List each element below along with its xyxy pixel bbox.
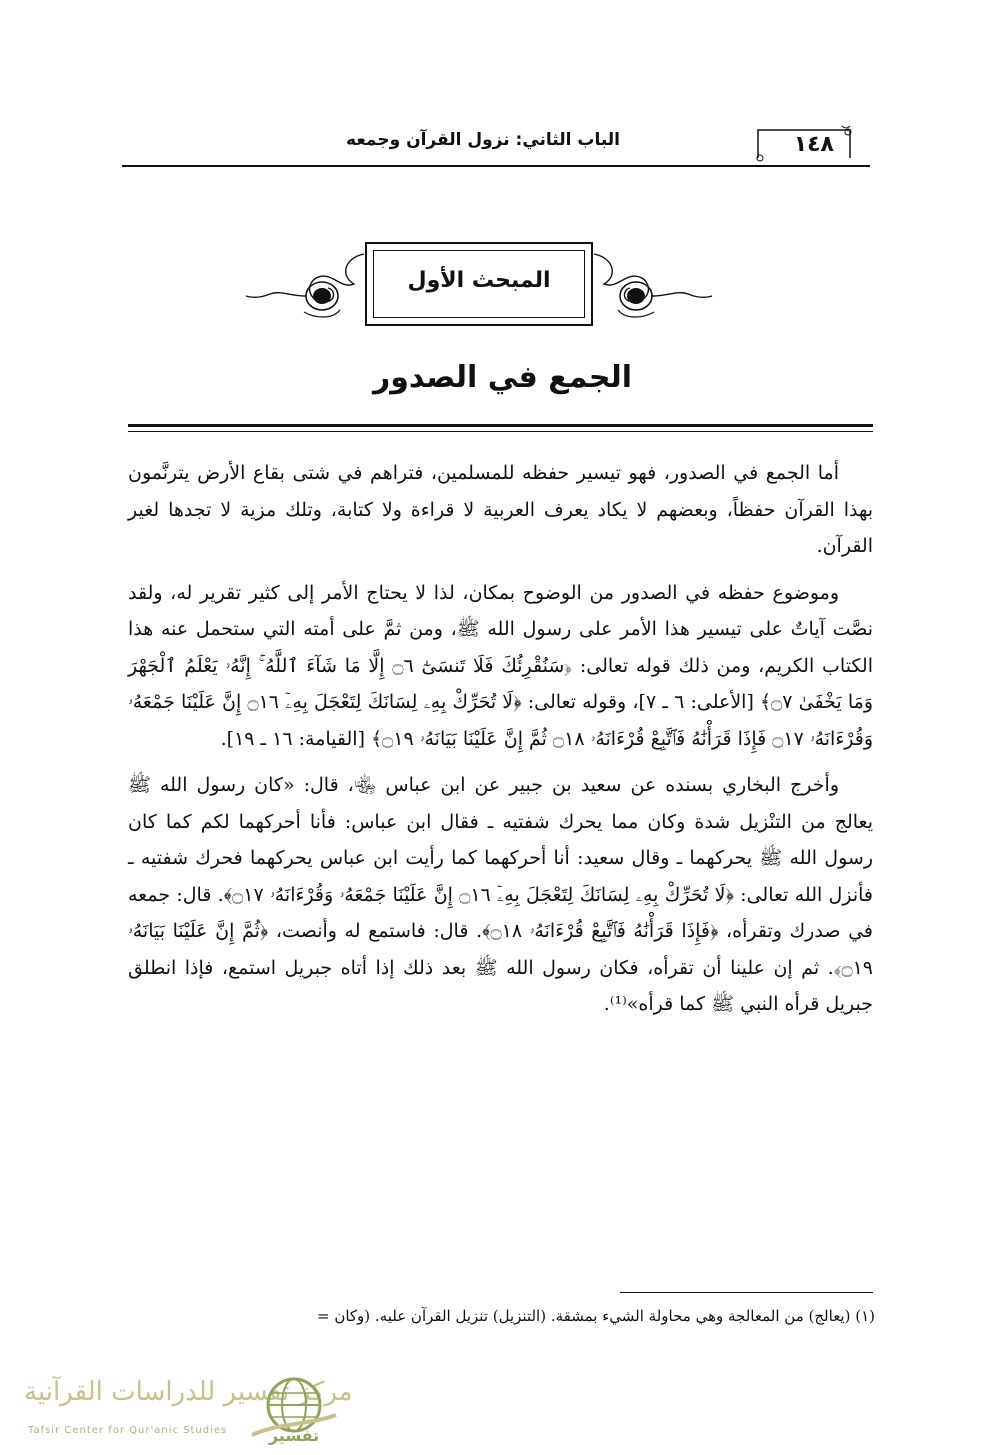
footnote-rule (620, 1292, 873, 1293)
footnote: (١) (يعالج) من المعالجة وهي محاولة الشيء بمشقة. (التنزيل) تنزيل القرآن عليه. (وكان = (316, 1307, 875, 1325)
logo-mark-text: تفسير (268, 1426, 320, 1445)
header-rule (122, 165, 870, 167)
paragraph: وأخرج البخاري بسنده عن سعيد بن جبير عن ابن عباس ﵄، قال: «كان رسول الله ﷺ يعالج من التنْزيل شدة وكان مما يحرك شفتيه ـ فقال ابن عباس: فأنا أحركهما لكم كما كان رسول الله ﷺ يحركهما ـ وقال سعيد: أنا أحركهما كما رأيت ابن عباس يحركهما فحرك شفتيه ـ فأنزل الله تعالى: ﴿لَا تُحَرِّكْ بِهِۦ لِسَانَكَ لِتَعْجَلَ بِهِۦٓ ۝١٦ إِنَّ عَلَيْنَا جَمْعَهُۥ وَقُرْءَانَهُۥ ۝١٧﴾. قال: جمعه في صدرك وتقرأه، ﴿فَإِذَا قَرَأْنَٰهُ فَٱتَّبِعْ قُرْءَانَهُۥ ۝١٨﴾. قال: فاستمع له وأنصت، ﴿ثُمَّ إِنَّ عَلَيْنَا بَيَانَهُۥ ۝١٩﴾. ثم إن علينا أن تقرأه، فكان رسول الله ﷺ بعد ذلك إذا أتاه جبريل استمع، فإذا انطلق جبريل قرأه النبي ﷺ كما قرأه»⁽¹⁾. (128, 774, 873, 1015)
publisher-logo (10, 1375, 353, 1450)
running-title: الباب الثاني: نزول القرآن وجمعه (346, 130, 620, 150)
left-flourish-icon (244, 250, 366, 322)
logo-english-text: Tafsir Center for Qur'anic Studies (28, 1425, 228, 1436)
title-rule (128, 424, 873, 427)
logo-arabic-text: مركز تفسير للدراسات القرآنية (24, 1377, 353, 1407)
paragraph: وموضوع حفظه في الصدور من الوضوح بمكان، لذا لا يحتاج الأمر إلى كثير تقرير له، ولقد نصَّت آياتٌ على تيسير هذا الأمر على رسول الله ﷺ، ومن ثمَّ على أمته التي ستحمل عنه هذا الكتاب الكريم، ومن ذلك قوله تعالى: ﴿سَنُقْرِئُكَ فَلَا تَنسَىٰٓ ۝٦ إِلَّا مَا شَآءَ ٱللَّهُ ۚ إِنَّهُۥ يَعْلَمُ ٱلْجَهْرَ وَمَا يَخْفَىٰ ۝٧﴾ [الأعلى: ٦ ـ ٧]، وقوله تعالى: ﴿لَا تُحَرِّكْ بِهِۦ لِسَانَكَ لِتَعْجَلَ بِهِۦٓ ۝١٦ إِنَّ عَلَيْنَا جَمْعَهُۥ وَقُرْءَانَهُۥ ۝١٧ فَإِذَا قَرَأْنَٰهُ فَٱتَّبِعْ قُرْءَانَهُۥ ۝١٨ ثُمَّ إِنَّ عَلَيْنَا بَيَانَهُۥ ۝١٩﴾ [القيامة: ١٦ ـ ١٩]. (128, 581, 873, 750)
section-frame (365, 242, 593, 326)
section-title: الجمع في الصدور (372, 360, 632, 395)
right-flourish-icon (592, 250, 714, 322)
section-label: المبحث الأول (407, 268, 551, 293)
title-rule-thin (128, 431, 873, 432)
body-text (128, 455, 873, 1033)
globe-logo-icon (248, 1375, 338, 1447)
paragraph: أما الجمع في الصدور، فهو تيسير حفظه للمسلمين، فتراهم في شتى بقاع الأرض يترنَّمون بهذا القرآن حفظاً، وبعضهم لا يكاد يعرف العربية لا قراءة ولا كتابة، وتلك مزية لا تجدها لغير القرآن. (128, 462, 873, 557)
page-number-frame (752, 124, 856, 164)
page-number: ١٤٨ (793, 132, 834, 157)
